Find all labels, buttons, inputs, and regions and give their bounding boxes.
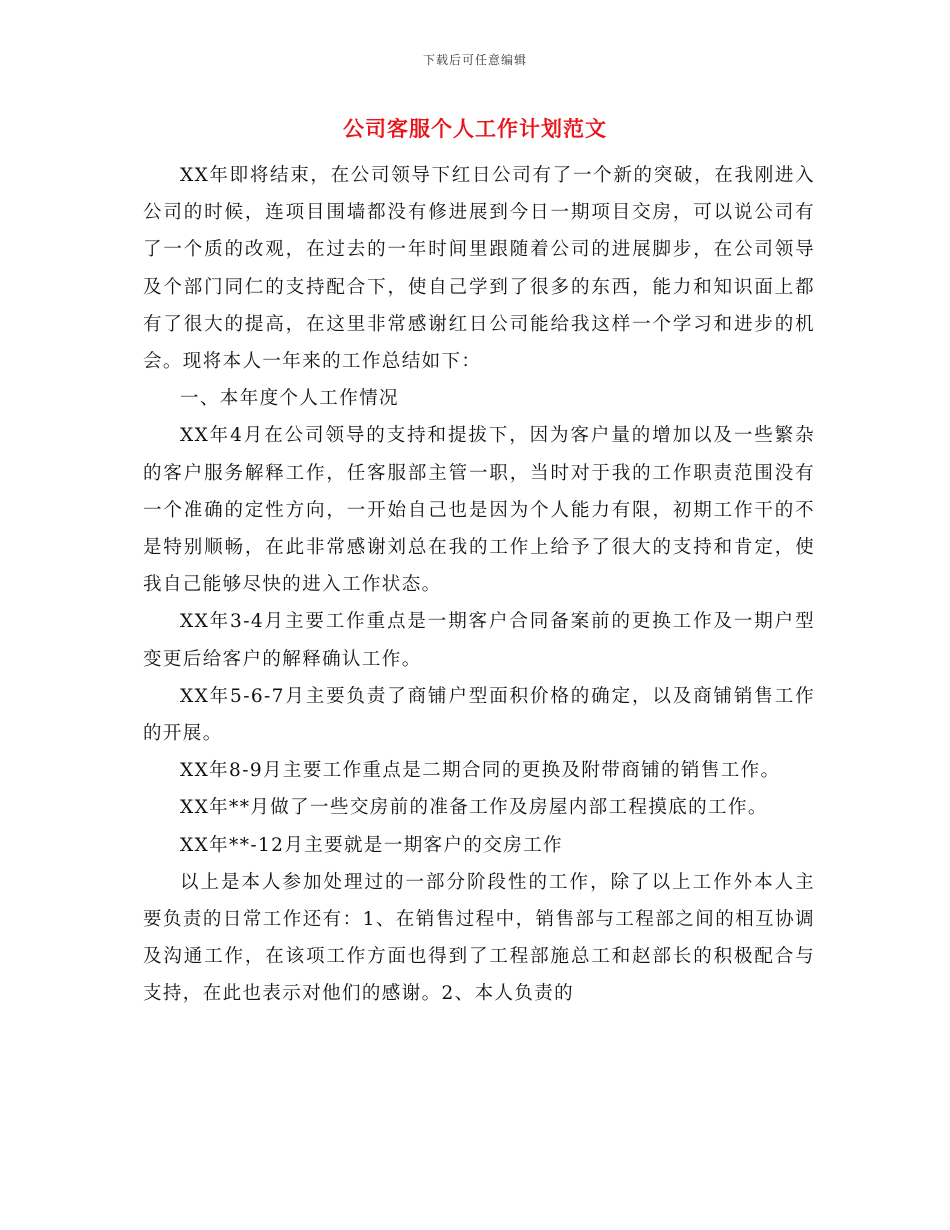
page-header-note: 下载后可任意编辑: [422, 53, 527, 67]
document-body: [143, 157, 815, 1013]
document-title: 公司客服个人工作计划范文: [343, 116, 607, 141]
paragraph-handover: XX年**-12月主要就是一期客户的交房工作: [180, 834, 563, 856]
paragraph-daily-work: 以上是本人参加处理过的一部分阶段性的工作，除了以上工作外本人主要负责的日常工作还有：1、在销售过程中，销售部与工程部之间的相互协调及沟通工作，在该项工作方面也得到了工程部施总工和赵部长的积极配合与支持，在此也表示对他们的感谢。2、本人负责的: [143, 871, 815, 1005]
paragraph-mar-apr: XX年3-4月主要工作重点是一期客户合同备案前的更换工作及一期户型变更后给客户的解释确认工作。: [143, 611, 815, 670]
paragraph-aug-sep: XX年8-9月主要工作重点是二期合同的更换及附带商铺的销售工作。: [180, 760, 781, 782]
paragraph-may-jul: XX年5-6-7月主要负责了商铺户型面积价格的确定，以及商铺销售工作的开展。: [143, 685, 815, 745]
paragraph-intro: XX年即将结束，在公司领导下红日公司有了一个新的突破，在我刚进入公司的时候，连项目围墙都没有修进展到今日一期项目交房，可以说公司有了一个质的改观，在过去的一年时间里跟随着公司的进展脚步，在公司领导及个部门同仁的支持配合下，使自己学到了很多的东西，能力和知识面上都有了很大的提高，在这里非常感谢红日公司能给我这样一个学习和进步的机会。现将本人一年来的工作总结如下：: [143, 165, 815, 373]
section-heading-1: 一、本年度个人工作情况: [180, 388, 399, 410]
paragraph-pre-handover: XX年**月做了一些交房前的准备工作及房屋内部工程摸底的工作。: [180, 797, 768, 819]
paragraph-april: XX年4月在公司领导的支持和提拔下，因为客户量的增加以及一些繁杂的客户服务解释工作，任客服部主管一职，当时对于我的工作职责范围没有一个准确的定性方向，一开始自己也是因为个人能力有限，初期工作干的不是特别顺畅，在此非常感谢刘总在我的工作上给予了很大的支持和肯定，使我自己能够尽快的进入工作状态。: [143, 425, 815, 596]
